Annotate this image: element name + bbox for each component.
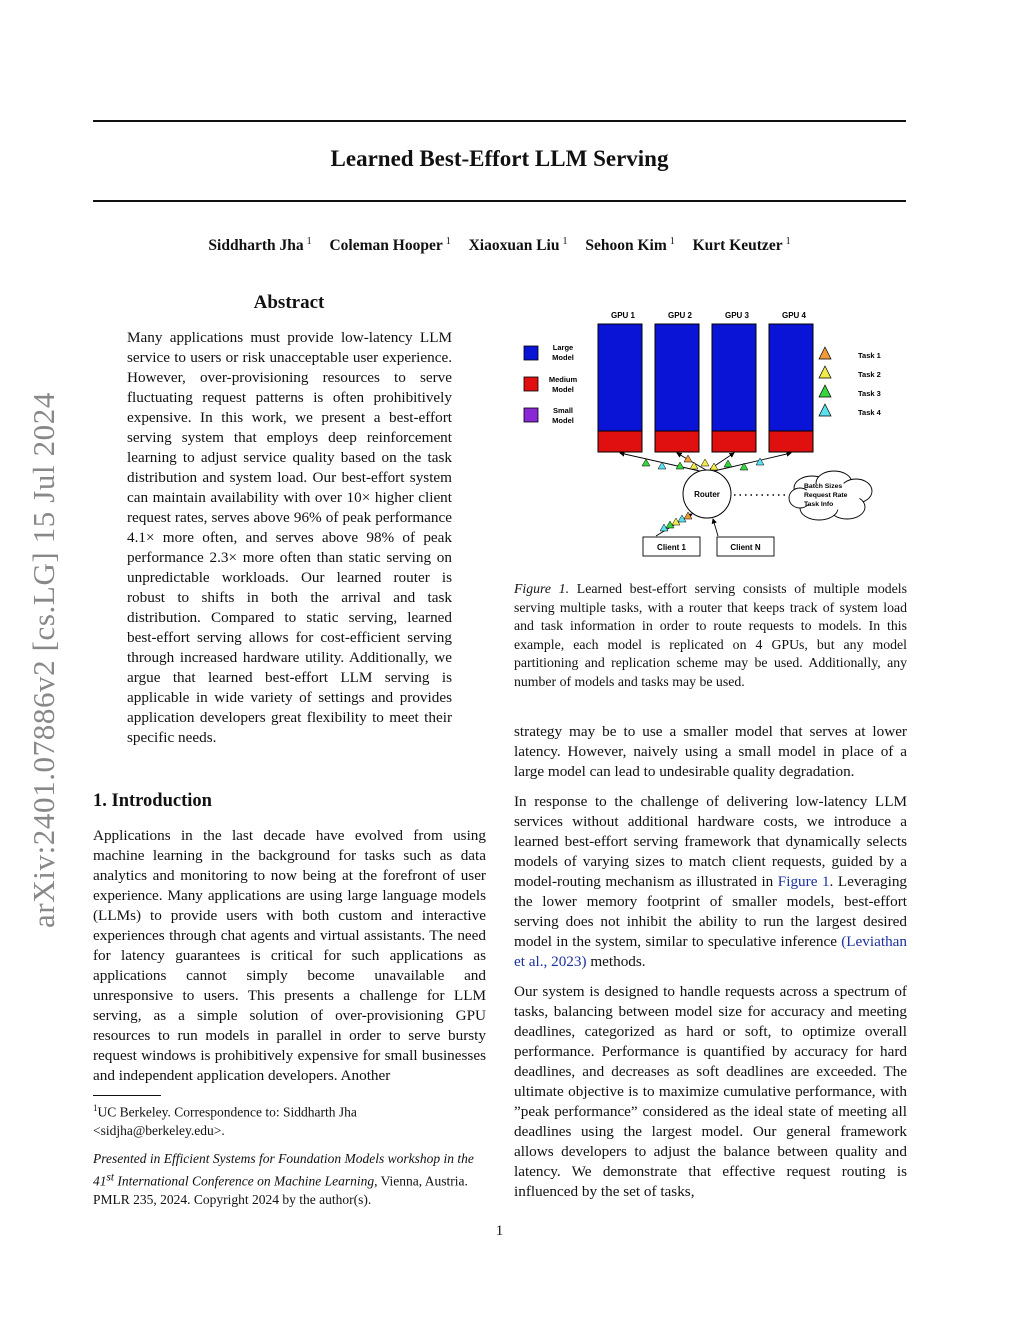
right-paragraph-2: In response to the challenge of delivering low-latency LLM services without additional hardware costs, we introduce a learned best-effort serving framework that dynamically selects models of varying sizes to match client requests, guided by a model-routing mechanism as illustrated in Figure 1. Leveraging the lower memory footprint of smaller models, best-effort serving does not inhibit the ability to run the largest desired model in the system, similar to speculative inference (Leviathan et al., 2023) methods. — [514, 793, 908, 970]
cloud-label: Batch Sizes — [804, 483, 843, 490]
legend-swatch-small — [524, 408, 538, 422]
legend-label: Task 3 — [858, 389, 881, 398]
legend-label: Small — [552, 406, 574, 415]
gpu-bar — [769, 324, 813, 452]
client-label: Client 1 — [657, 543, 686, 552]
gpu-bar — [712, 324, 756, 452]
task-3-triangle-icon — [819, 385, 831, 397]
footnote — [93, 1099, 486, 1140]
figure-1-caption — [514, 580, 907, 691]
arxiv-stamp — [14, 375, 74, 945]
task-4-triangle-icon — [819, 404, 831, 416]
legend-swatch-medium — [524, 377, 538, 391]
venue-note: Presented in Efficient Systems for Foundation Models workshop in the 41st International Conference on Machine Learning, Vienna, Austria. PMLR 235, 2024. Copyright 2024 by the author(s). — [93, 1151, 474, 1207]
author-list — [93, 236, 906, 255]
legend-label: Task 1 — [858, 351, 881, 360]
caption-label: Figure 1. — [514, 581, 570, 596]
abstract-heading: Abstract — [253, 292, 325, 313]
citation-link[interactable]: (Leviathan et al., 2023) — [514, 933, 907, 970]
cloud-label: Task Info — [804, 501, 834, 508]
author: Siddharth Jha $^1$ — [208, 236, 312, 255]
legend-label: Large — [552, 343, 574, 352]
legend-label: Model — [552, 385, 574, 394]
figure-1-link[interactable]: Figure 1 — [777, 873, 830, 890]
right-paragraph-3: Our system is designed to handle requests across a spectrum of tasks, balancing between model size for accuracy and meeting deadlines, categorized as hard or soft, to optimize overall performance. Performance is quantified by accuracy for hard deadlines, and decreases as soft deadlines are exceeded. The ultimate objective is to maximize cumulative performance, with ”peak performance” considered as the ideal state of meeting all deadlines using the largest model. Our general framework allows developers to adjust the balance between quality and latency. We demonstrate that effective request routing is influenced by the set of tasks, — [514, 983, 907, 1200]
intro-text: Applications in the last decade have evolved from using machine learning in the background for tasks such as data analytics and monitoring to now being at the forefront of user experience. Many applications are using large language models (LLMs) to provide users with both custom and interactive experiences through chat agents and virtual assistants. The need for latency guarantees is critical for such applications as applications cannot simply become unavailable and unresponsive to users. This presents a challenge for LLM serving, as a simple solution of over-provisioning GPU resources to run models in parallel in order to serve bursty request windows is prohibitively expensive for small businesses and independent application developers. Another — [93, 827, 486, 1084]
gpu-label: GPU 1 — [610, 311, 636, 320]
task-legend — [819, 347, 882, 417]
title-top-rule — [93, 120, 906, 122]
model-legend — [524, 343, 577, 425]
task-2-triangle-icon — [819, 366, 831, 378]
right-paragraph-1: strategy may be to use a smaller model that serves at lower latency. However, naively using a small model in place of a large model can lead to undesirable quality degradation. — [514, 723, 907, 780]
gpu-label: GPU 2 — [667, 311, 693, 320]
legend-label: Model — [552, 416, 574, 425]
legend-label: Task 2 — [858, 370, 881, 379]
legend-label: Model — [552, 353, 574, 362]
legend-label: Medium — [548, 375, 578, 384]
title-bottom-rule — [93, 200, 906, 202]
author: Coleman Hooper $^1$ — [329, 236, 451, 255]
abstract-text: Many applications must provide low-latency LLM service to users or risk unacceptable user experience. However, over-provisioning resources to serve fluctuating request patterns is often prohibitively expensive. In this work, we present a best-effort serving system that employs deep reinforcement learning to adjust service quality based on the task distribution and system load. Our best-effort system can maintain availability with over 10× higher client request rates, serves above 96% of peak performance 4.1× more often, and serves above 98% of peak performance 2.3× more often than static serving on unpredictable workloads. Our learned router is robust to shifts in both the arrival and task distribution. Compared to static serving, learned best-effort serving allows for cost-efficient serving through increased hardware utility. Additionally, we argue that learned best-effort LLM serving is applicable in wide variety of settings and provides application developers great flexibility to meet their specific needs. — [127, 329, 452, 746]
task-1-triangle-icon — [819, 347, 831, 359]
footnote-rule — [93, 1095, 161, 1096]
caption-text: Learned best-effort serving consists of multiple models serving multiple tasks, with a router that keeps track of system load and task information in order to route requests to models. In this example, each model is replicated on 4 GPUs, but any model partitioning and replication scheme may be used. Additionally, any number of models and tasks may be used. — [514, 581, 908, 689]
legend-swatch-large — [524, 346, 538, 360]
author: Kurt Keutzer $^1$ — [692, 236, 791, 255]
section-heading-introduction: 1. Introduction — [93, 791, 212, 811]
footnote-text: UC Berkeley. Correspondence to: Siddharth Jha <sidjha@berkeley.edu>. — [93, 1104, 357, 1138]
footnote-marker: 1 — [93, 1103, 98, 1113]
gpu-label: GPU 3 — [724, 311, 750, 320]
figure-1-diagram — [514, 302, 907, 567]
client-request-triangles — [660, 512, 692, 531]
gpu-label: GPU 4 — [781, 311, 807, 320]
client-label: Client N — [730, 543, 761, 552]
author: Xiaoxuan Liu $^1$ — [468, 236, 568, 255]
legend-label: Task 4 — [858, 408, 881, 417]
page-number: 1 — [495, 1223, 504, 1239]
arxiv-id: arXiv:2401.07886v2 [cs.LG] 15 Jul 2024 — [26, 392, 61, 928]
router-label: Router — [694, 490, 720, 499]
paper-title: Learned Best-Effort LLM Serving — [330, 146, 669, 171]
author: Sehoon Kim $^1$ — [585, 236, 675, 255]
cloud-label: Request Rate — [804, 492, 848, 499]
gpu-bar — [655, 324, 699, 452]
gpu-bar — [598, 324, 642, 452]
